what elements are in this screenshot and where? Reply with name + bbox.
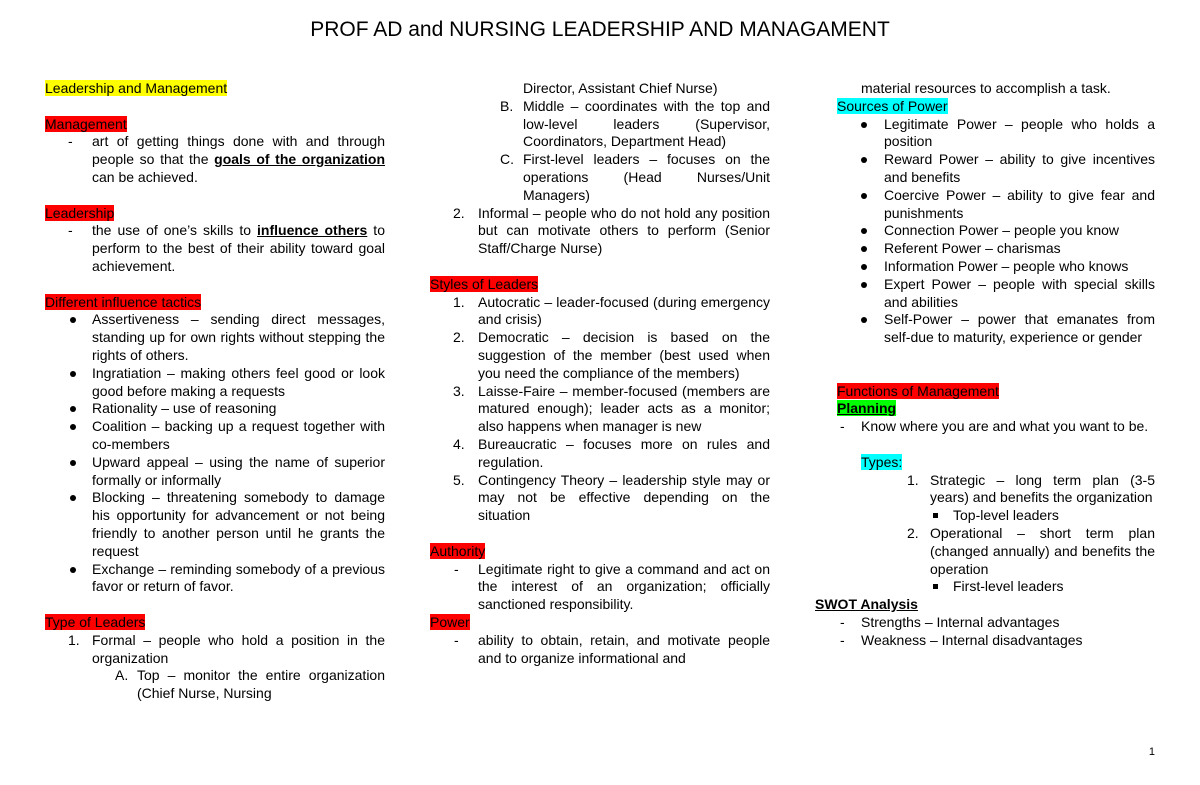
section-heading-power: Power [430,613,470,630]
list-item: Ingratiation – making others feel good or look good before making a requests [45,365,385,401]
list-item: B. Middle – coordinates with the top and low-level leaders (Supervisor, Coordinators, Department Head) [500,97,770,150]
list-item: Blocking – threatening somebody to damage his opportunity for advancement or not being friendly to another person until he grants the request [45,489,385,560]
section-heading-styles-of-leaders: Styles of Leaders [430,275,539,292]
bullet-icon [861,122,867,128]
types-heading: Types: [861,453,903,470]
list-item: - Weakness – Internal disadvantages [840,631,1083,648]
list-item: 4. Bureaucratic – focuses more on rules and regulation. [453,435,770,470]
list-item: Connection Power – people you know [837,222,1155,240]
bullet-icon [70,406,76,412]
bullet-icon [70,424,76,430]
document-title: PROF AD and NURSING LEADERSHIP AND MANAGAMENT [310,18,890,41]
list-item: Upward appeal – using the name of superior formally or informally [45,454,385,490]
bullet-icon [861,193,867,199]
list-item: Expert Power – people with special skills and abilities [837,276,1155,312]
list-item: First-level leaders [837,578,1155,596]
leadership-definition: - the use of one’s skills to influence others to perform to the best of their ability toward goal achievement. [68,222,385,274]
list-item: Assertiveness – sending direct messages, standing up for own rights without stepping the rights of others. [45,311,385,364]
authority-definition: - Legitimate right to give a command and act on the interest of an organization; officially sanctioned responsibility. [454,560,770,613]
list-item: Legitimate Power – people who holds a position [837,116,1155,152]
bullet-icon [70,371,76,377]
list-item: C. First-level leaders – focuses on the operations (Head Nurses/Unit Managers) [500,151,770,203]
list-item: 1. Strategic – long term plan (3-5 years) and benefits the organization [907,471,1155,506]
section-heading-leadership-management: Leadership and Management [45,80,228,96]
list-item: 2. Operational – short term plan (changed annually) and benefits the operation [907,524,1155,577]
bullet-icon [861,264,867,270]
power-definition-continued: material resources to accomplish a task. [861,80,1111,96]
square-bullet-icon [933,584,938,589]
list-item: Information Power – people who knows [837,258,1155,276]
list-item: 2. Informal – people who do not hold any position but can motivate others to perform (Senior Staff/Charge Nurse) [453,204,770,257]
section-heading-swot: SWOT Analysis [815,596,918,613]
bullet-icon [861,246,867,252]
bullet-icon [861,317,867,323]
bullet-icon [70,317,76,323]
section-heading-influence-tactics: Different influence tactics [45,293,202,310]
column-2 [430,80,770,667]
list-item: Reward Power – ability to give incentives and benefits [837,151,1155,187]
list-item: - Strengths – Internal advantages [840,613,1060,630]
list-item-continued: Director, Assistant Chief Nurse) [523,80,718,96]
bullet-icon [70,460,76,466]
list-item: 1. Formal – people who hold a position in the organization [68,631,385,666]
bullet-icon [861,282,867,288]
section-heading-leadership: Leadership [45,204,115,221]
bullet-icon [70,567,76,573]
list-item: 2. Democratic – decision is based on the suggestion of the member (best used when you need the compliance of the members) [453,329,770,381]
list-item: Coalition – backing up a request together with co-members [45,418,385,454]
bullet-icon [861,228,867,234]
list-item: Coercive Power – ability to give fear and punishments [837,187,1155,223]
section-heading-management: Management [45,115,127,132]
planning-definition: - Know where you are and what you want to be. [840,418,1149,435]
list-item: 3. Laisse-Faire – member-focused (members are matured enough); leader acts as a monitor; also happens when manager is new [453,382,770,435]
section-heading-functions-of-management: Functions of Management [837,382,999,399]
column-1 [45,80,385,703]
section-heading-planning: Planning [837,400,897,417]
list-item: Self-Power – power that emanates from self-due to maturity, experience or gender [837,311,1155,347]
list-item: Referent Power – charismas [837,240,1155,258]
section-heading-sources-of-power: Sources of Power [837,97,948,114]
management-definition: - art of getting things done with and through people so that the goals of the organization can be achieved. [68,133,386,185]
column-3 [815,80,1155,650]
list-item: A. Top – monitor the entire organization (Chief Nurse, Nursing [115,667,385,702]
square-bullet-icon [933,513,938,518]
power-definition: - ability to obtain, retain, and motivate people and to organize informational and [454,631,770,666]
list-item: 1. Autocratic – leader-focused (during emergency and crisis) [453,293,770,328]
section-heading-type-of-leaders: Type of Leaders [45,613,146,630]
list-item: Top-level leaders [837,507,1155,525]
list-item: Exchange – reminding somebody of a previous favor or return of favor. [45,561,385,597]
bullet-icon [861,157,867,163]
section-heading-authority: Authority [430,542,486,559]
list-item: Rationality – use of reasoning [45,400,385,418]
list-item: 5. Contingency Theory – leadership style may or may not be effective depending on the situation [453,471,770,524]
page-number: 1 [1148,746,1155,758]
bullet-icon [70,495,76,501]
